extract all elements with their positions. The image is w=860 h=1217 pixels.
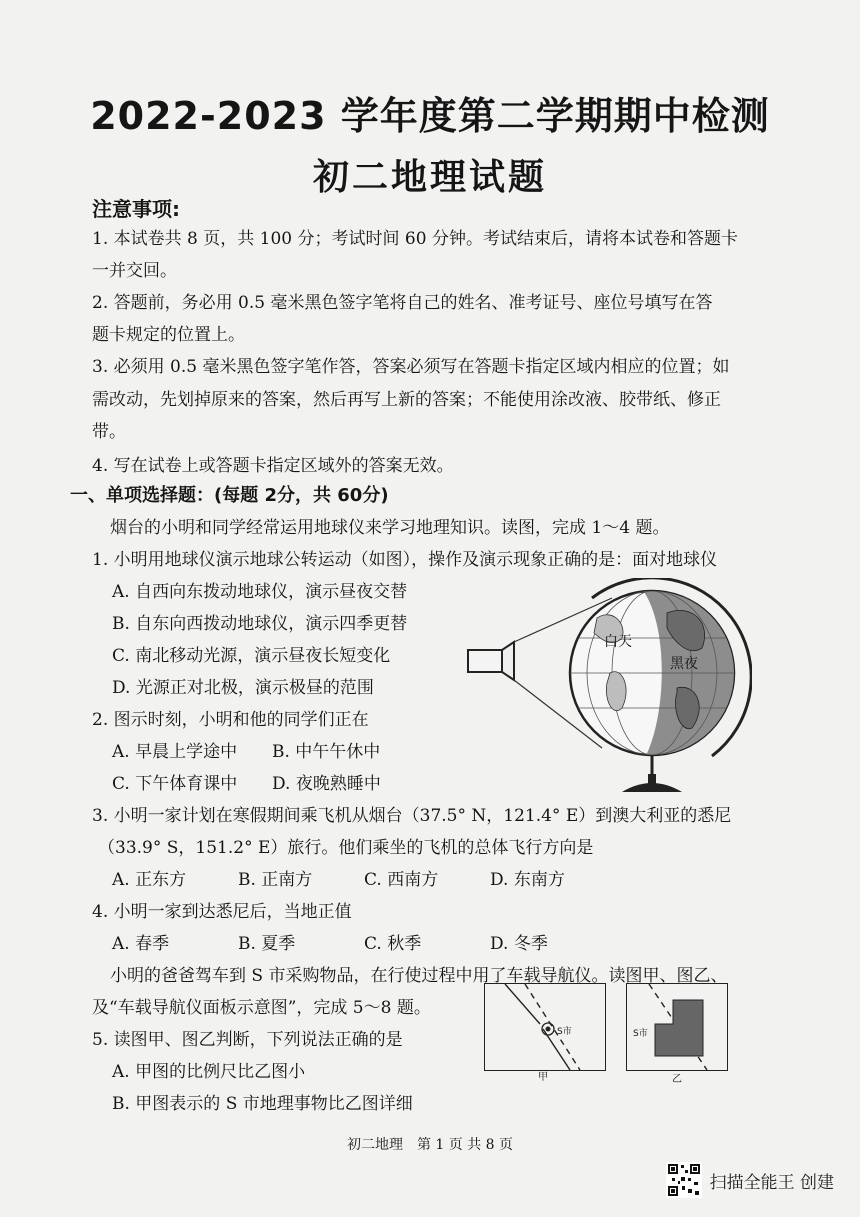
map-b — [626, 983, 728, 1071]
exam-subtitle: 初二地理试题 — [312, 157, 547, 198]
question-stem: 1. 小明用地球仪演示地球公转运动（如图），操作及演示现象正确的是：面对地球仪 — [92, 550, 718, 570]
intro-text: 及“车载导航仪面板示意图”，完成 5～8 题。 — [92, 998, 431, 1018]
question-stem: 5. 读图甲、图乙判断，下列说法正确的是 — [92, 1030, 403, 1050]
notice-line: 一并交回。 — [92, 261, 177, 281]
notice-heading: 注意事项: — [92, 197, 180, 221]
question-option: B. 正南方 — [238, 870, 313, 890]
light-source-icon — [468, 650, 502, 672]
notice-line: 题卡规定的位置上。 — [92, 325, 245, 345]
map-city-label: S市 — [633, 1029, 648, 1039]
question-option: C. 下午体育课中 — [112, 774, 238, 794]
intro-text: 小明的爸爸驾车到 S 市采购物品，在行使过程中用了车载导航仪。读图甲、图乙、 — [110, 966, 728, 986]
question-option: B. 甲图表示的 S 市地理事物比乙图详细 — [112, 1094, 413, 1114]
notice-line: 需改动，先划掉原来的答案，然后再写上新的答案；不能使用涂改液、胶带纸、修正 — [92, 390, 721, 410]
question-option: A. 甲图的比例尺比乙图小 — [112, 1062, 306, 1082]
question-stem: 2. 图示时刻，小明和他的同学们正在 — [92, 710, 369, 730]
map-city-label: S市 — [557, 1027, 572, 1037]
globe-figure — [462, 578, 752, 806]
question-option: C. 西南方 — [364, 870, 439, 890]
question-stem: （33.9° S，151.2° E）旅行。他们乘坐的飞机的总体飞行方向是 — [98, 838, 594, 858]
watermark-text: 扫描全能王 创建 — [709, 1172, 834, 1193]
question-option: B. 自东向西拨动地球仪，演示四季更替 — [112, 614, 408, 634]
question-option: B. 中午午休中 — [272, 742, 381, 762]
question-option: D. 光源正对北极，演示极昼的范围 — [112, 678, 374, 698]
map-caption: 甲 — [538, 1072, 548, 1083]
question-option: D. 东南方 — [490, 870, 565, 890]
day-label: 白天 — [604, 634, 632, 650]
question-option: A. 早晨上学途中 — [112, 742, 238, 762]
city-area-icon — [655, 1000, 703, 1056]
map-a — [484, 983, 606, 1071]
notice-line: 2. 答题前，务必用 0.5 毫米黑色签字笔将自己的姓名、准考证号、座位号填写在答 — [92, 293, 713, 313]
notice-line: 1. 本试卷共 8 页，共 100 分；考试时间 60 分钟。考试结束后，请将本试卷和答题卡 — [92, 229, 738, 249]
notice-line: 带。 — [92, 422, 126, 442]
intro-text: 烟台的小明和同学经常运用地球仪来学习地理知识。读图，完成 1～4 题。 — [110, 518, 670, 538]
question-option: C. 秋季 — [364, 934, 422, 954]
qr-code-icon — [666, 1162, 702, 1198]
question-option: D. 冬季 — [490, 934, 548, 954]
question-option: A. 自西向东拨动地球仪，演示昼夜交替 — [112, 582, 408, 602]
question-stem: 4. 小明一家到达悉尼后，当地正值 — [92, 902, 352, 922]
scanner-watermark — [666, 1162, 834, 1198]
question-option: A. 春季 — [112, 934, 170, 954]
question-option: D. 夜晚熟睡中 — [272, 774, 381, 794]
notice-line: 4. 写在试卷上或答题卡指定区域外的答案无效。 — [92, 456, 454, 476]
page-footer: 初二地理 第 1 页 共 8 页 — [346, 1137, 514, 1153]
question-option: B. 夏季 — [238, 934, 296, 954]
night-label: 黑夜 — [670, 656, 698, 672]
notice-line: 3. 必须用 0.5 毫米黑色签字笔作答，答案必须写在答题卡指定区域内相应的位置；如 — [92, 357, 730, 377]
exam-title: 2022-2023 学年度第二学期期中检测 — [90, 94, 770, 138]
question-option: A. 正东方 — [112, 870, 187, 890]
map-caption: 乙 — [672, 1074, 682, 1085]
question-option: C. 南北移动光源，演示昼夜长短变化 — [112, 646, 391, 666]
section-heading: 一、单项选择题：(每题 2分，共 60分) — [70, 485, 389, 506]
question-stem: 3. 小明一家计划在寒假期间乘飞机从烟台（37.5° N，121.4° E）到澳大利亚的悉尼 — [92, 806, 732, 826]
